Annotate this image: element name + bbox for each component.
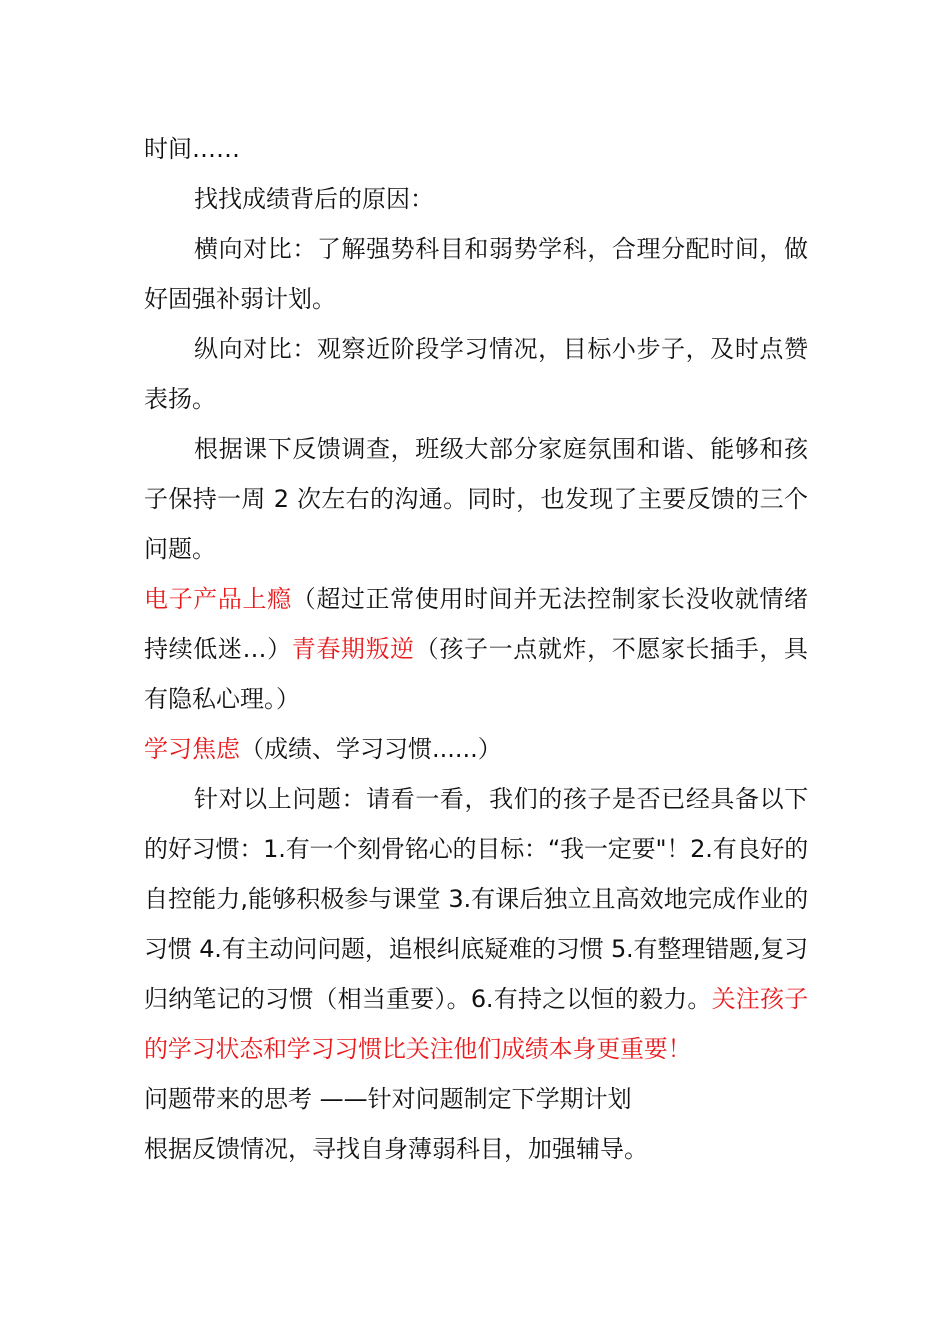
issue-title-adolescence: 青春期叛逆	[291, 635, 415, 663]
text-thinking: 问题带来的思考 ——针对问题制定下学期计划	[144, 1085, 632, 1113]
paragraph-time	[144, 124, 808, 174]
paragraph-issues-1-2	[144, 574, 808, 724]
paragraph-horizontal-compare	[144, 224, 808, 324]
issue-title-learning-anxiety: 学习焦虑	[144, 735, 240, 763]
issue-desc-adolescence: （孩子一点就炸，不愿家长插手，具有隐私心理。）	[144, 635, 809, 713]
paragraph-good-habits	[144, 774, 808, 1074]
issue-desc-electronics: （超过正常使用时间并无法控制家长没收就情绪持续低迷…）	[144, 585, 809, 663]
paragraph-thinking	[144, 1074, 808, 1124]
text-horizontal-compare: 横向对比：了解强势科目和弱势学科，合理分配时间，做好固强补弱计划。	[144, 235, 808, 313]
text-good-habits: 针对以上问题：请看一看，我们的孩子是否已经具备以下的好习惯：1.有一个刻骨铭心的目标：“我一定要"！2.有良好的自控能力,能够积极参与课堂 3.有课后独立且高效地完成作业的习惯 4.有主动问问题，追根纠底疑难的习惯 5.有整理错题,复习归纳笔记的习惯（相当重要）。6.有持之以恒的毅力。	[144, 785, 808, 1013]
paragraph-issue-3	[144, 724, 808, 774]
issue-title-electronics: 电子产品上瘾	[144, 585, 292, 613]
paragraph-survey-feedback	[144, 424, 808, 574]
paragraph-find-reasons	[144, 174, 808, 224]
text-emphasis: 关注孩子的学习状态和学习习惯比关注他们成绩本身更重要！	[144, 985, 808, 1063]
paragraph-plan	[144, 1124, 808, 1174]
text-vertical-compare: 纵向对比：观察近阶段学习情况，目标小步子，及时点赞表扬。	[144, 335, 808, 413]
text-plan: 根据反馈情况，寻找自身薄弱科目，加强辅导。	[144, 1135, 648, 1163]
document-body	[144, 124, 808, 1174]
text-survey-feedback: 根据课下反馈调查，班级大部分家庭氛围和谐、能够和孩子保持一周 2 次左右的沟通。同时，也发现了主要反馈的三个问题。	[144, 435, 808, 563]
issue-desc-learning-anxiety: （成绩、学习习惯......）	[240, 735, 502, 763]
paragraph-vertical-compare	[144, 324, 808, 424]
text-find-reasons: 找找成绩背后的原因：	[194, 185, 434, 213]
text-time: 时间……	[144, 135, 240, 163]
